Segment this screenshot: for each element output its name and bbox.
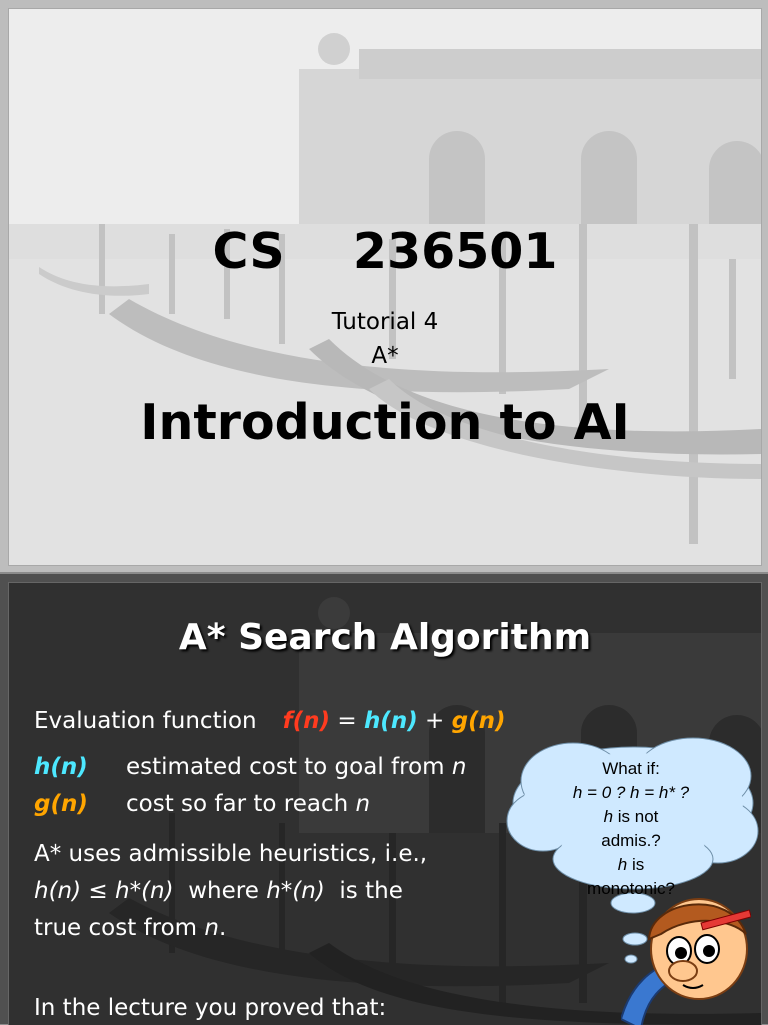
thinking-boy-cartoon <box>621 889 751 1025</box>
is-the-text: is the <box>324 878 403 904</box>
slide-2 <box>0 574 768 1024</box>
g-term: g(n) <box>451 708 506 734</box>
h-definition-line <box>34 754 466 780</box>
admissible-line-1: A* uses admissible heuristics, i.e., <box>34 841 428 867</box>
slide-2-title: A* Search Algorithm <box>178 617 592 658</box>
topic-label: A* <box>371 343 399 369</box>
g-definition-line <box>34 791 370 817</box>
true-cost-var: n <box>204 915 219 941</box>
slide-2-canvas <box>8 582 762 1025</box>
tutorial-label: Tutorial 4 <box>331 309 439 335</box>
admissible-inequality: h(n) ≤ h*(n) <box>34 878 174 904</box>
h-term: h(n) <box>363 708 418 734</box>
h-definition-term: h(n) <box>34 754 88 780</box>
equals-sign: = <box>330 708 364 734</box>
g-definition-text: cost so far to reach <box>126 791 356 817</box>
cloud-line-3-h: h <box>603 807 614 826</box>
g-definition-var: n <box>355 791 371 817</box>
thought-cloud-text <box>521 757 741 901</box>
cloud-line-2: h = 0 ? h = h* ? <box>572 783 690 802</box>
admissible-line-2 <box>34 878 403 904</box>
slide-1-canvas <box>8 8 762 566</box>
evaluation-function-line <box>34 708 506 734</box>
course-code: CS 236501 <box>212 223 558 280</box>
true-cost-period: . <box>218 915 227 941</box>
h-star-term: h*(n) <box>266 878 325 904</box>
lecture-line: In the lecture you proved that: <box>34 995 387 1021</box>
plus-sign: + <box>417 708 452 734</box>
cloud-line-5-text: is <box>627 855 645 874</box>
f-term: f(n) <box>282 708 331 734</box>
cloud-line-3 <box>521 805 741 829</box>
h-definition-var: n <box>451 754 467 780</box>
cloud-line-3-text: is not <box>613 807 659 826</box>
evaluation-function-label: Evaluation function <box>34 708 257 734</box>
g-definition-term: g(n) <box>34 791 88 817</box>
cloud-line-5-h: h <box>617 855 628 874</box>
course-name: Introduction to AI <box>140 394 630 451</box>
admissible-line-3 <box>34 915 226 941</box>
h-definition-text: estimated cost to goal from <box>126 754 452 780</box>
where-text: where <box>173 878 267 904</box>
cloud-line-4: admis.? <box>601 831 661 850</box>
slide-1-subtitle <box>9 305 761 373</box>
true-cost-text: true cost from <box>34 915 205 941</box>
cloud-line-6: monotonic? <box>587 879 675 898</box>
cloud-line-1: What if: <box>602 759 660 778</box>
cloud-line-5 <box>521 853 741 877</box>
